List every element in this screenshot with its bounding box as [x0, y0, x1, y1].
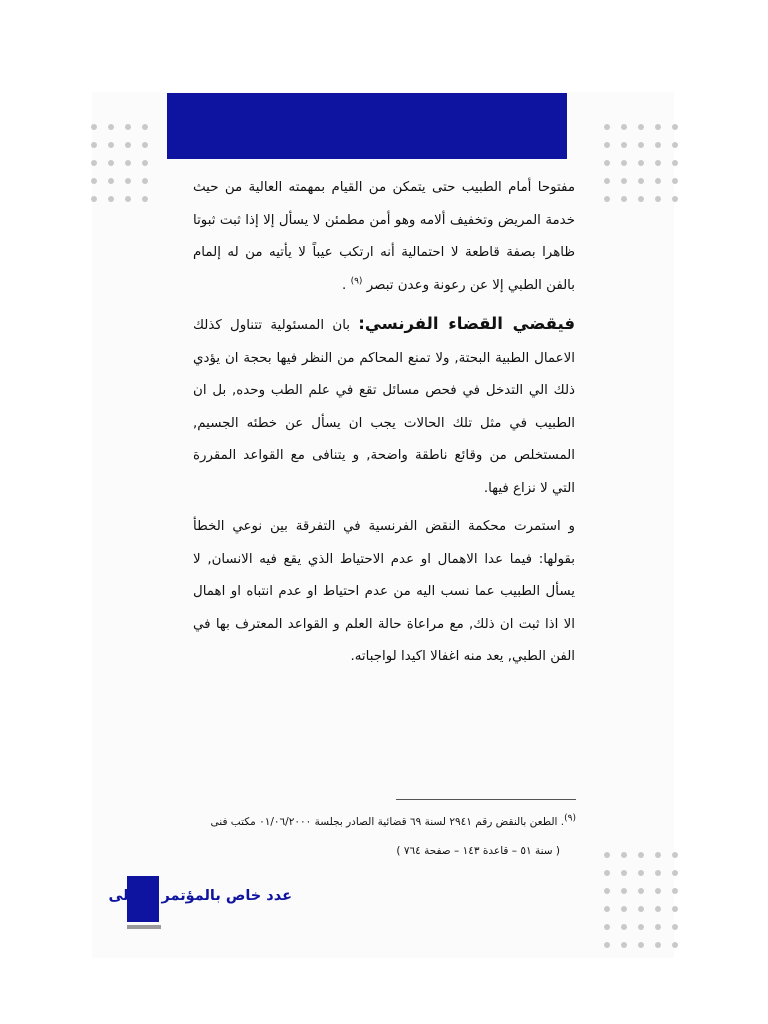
decorative-dots-top-right	[604, 124, 678, 202]
footnote-line-1: (٩). الطعن بالنقض رقم ٢٩٤١ لسنة ٦٩ قضائية الصادر بجلسة ٠١/٠٦/٢٠٠٠ مكتب فنى	[210, 813, 576, 828]
paragraph-lead: فيقضي القضاء الفرنسي:	[358, 314, 575, 333]
paragraph-2: فيقضي القضاء الفرنسي: بان المسئولية تتناول كذلك الاعمال الطبية البحتة, ولا تمنع المحاكم من النظر فيها بحجة ان يؤدي ذلك الي التدخل في فحص مسائل تقع في علم الطب وحده, بل ان الطبيب في مثل تلك الحالات يجب ان يسأل عن خطئه الجسيم, المستخلص من وقائع ناطقة واضحة, و يتنافى مع القواعد المقررة التي لا نزاع فيها.	[193, 314, 575, 496]
footnote-divider	[396, 799, 576, 800]
decorative-dots-top-left	[91, 124, 148, 202]
paragraph-3: و استمرت محكمة النقض الفرنسية في التفرقة بين نوعي الخطأ بقولها: فيما عدا الاهمال او عدم الاحتياط الذي يقع فيه الانسان, لا يسأل الطبيب عما نسب اليه من عدم احتياط او عدم انتباه او اهمال الا اذا ثبت ان ذلك, مع مراعاة حالة العلم و القواعد المعترف بها في الفن الطبي, يعد منه اغفالا اكيدا لواجباته.	[193, 519, 575, 664]
footer-label: عدد خاص بالمؤتمر الدولى	[108, 888, 292, 904]
paragraph-1: مفتوحا أمام الطبيب حتى يتمكن من القيام بمهمته العالية من حيث خدمة المريض وتخفيف ألامه وهو أمن مطمئن لا يسأل إلا إذا ثبت ثبوتا ظاهرا بصفة قاطعة لا احتمالية أنه ارتكب عيباً لا يأتيه من له إلمام بالفن الطبي إلا عن رعونة وعدن تبصر $^{(٩)}$ .	[193, 180, 575, 293]
footnote-reference[interactable]: (٩)	[350, 276, 363, 287]
footnote-line-2: ( سنة ٥١ – قاعدة ١٤٣ – صفحة ٧٦٤ )	[396, 845, 560, 857]
decorative-dots-bottom-right	[604, 852, 678, 948]
body-text	[193, 172, 575, 674]
footer-accent-bar	[127, 925, 161, 929]
footnote-marker: (٩)	[564, 813, 576, 824]
footnote	[190, 808, 576, 866]
header-bar	[167, 93, 567, 159]
